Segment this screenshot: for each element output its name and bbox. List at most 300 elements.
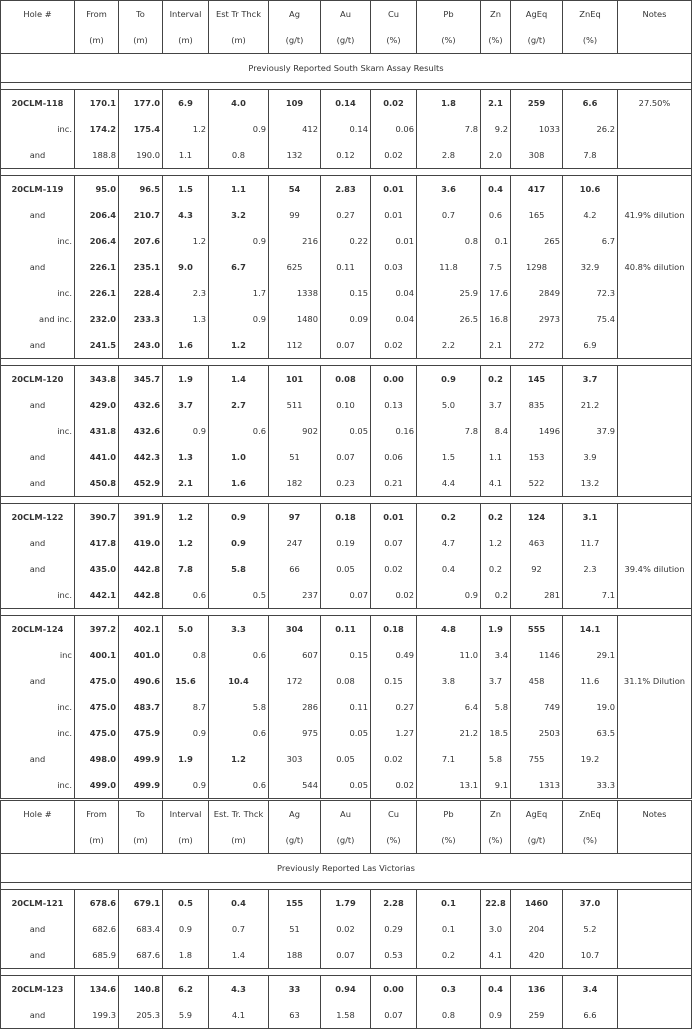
- column-header: Zn: [481, 1, 511, 28]
- cell-zneq: 11.7: [563, 530, 618, 556]
- cell-to: 402.1: [119, 616, 163, 643]
- cell-au: 0.07: [321, 444, 371, 470]
- cell-to: 683.4: [119, 916, 163, 942]
- cell-pb: 7.8: [417, 116, 481, 142]
- column-header: Ag: [269, 801, 321, 828]
- cell-zn: 3.4: [481, 642, 511, 668]
- cell-zn: 1.2: [481, 530, 511, 556]
- cell-zn: 4.1: [481, 942, 511, 969]
- table-row: [1, 116, 692, 142]
- cell-pb: 0.8: [417, 228, 481, 254]
- cell-est-thickness: 1.2: [209, 746, 269, 772]
- cell-au: 0.08: [321, 366, 371, 393]
- hole-id: 20CLM-121: [1, 890, 75, 917]
- cell-from: 499.0: [75, 772, 119, 799]
- table-row: [1, 306, 692, 332]
- table-row: [1, 890, 692, 917]
- cell-est-thickness: 0.6: [209, 418, 269, 444]
- cell-cu: 0.02: [371, 582, 417, 609]
- cell-pb: 3.6: [417, 176, 481, 203]
- notes-cell: [618, 1002, 692, 1029]
- cell-pb: 1.5: [417, 444, 481, 470]
- cell-pb: 11.8: [417, 254, 481, 280]
- cell-interval: 9.0: [163, 254, 209, 280]
- table-row: [1, 720, 692, 746]
- column-unit: (m): [209, 27, 269, 54]
- cell-est-thickness: 0.4: [209, 890, 269, 917]
- cell-zneq: 26.2: [563, 116, 618, 142]
- cell-ageq: 1313: [511, 772, 563, 799]
- cell-est-thickness: 0.9: [209, 306, 269, 332]
- interval-label: inc.: [1, 228, 75, 254]
- interval-label: inc.: [1, 772, 75, 799]
- cell-to: 401.0: [119, 642, 163, 668]
- cell-zneq: 3.7: [563, 366, 618, 393]
- table-row: [1, 616, 692, 643]
- cell-ageq: 555: [511, 616, 563, 643]
- cell-from: 400.1: [75, 642, 119, 668]
- cell-ageq: 308: [511, 142, 563, 169]
- cell-zn: 0.6: [481, 202, 511, 228]
- cell-interval: 6.2: [163, 976, 209, 1003]
- cell-zn: 0.2: [481, 556, 511, 582]
- cell-est-thickness: 4.3: [209, 976, 269, 1003]
- cell-to: 499.9: [119, 772, 163, 799]
- column-unit: (%): [563, 827, 618, 854]
- cell-zneq: 37.0: [563, 890, 618, 917]
- column-unit: (m): [209, 827, 269, 854]
- interval-label: and: [1, 1002, 75, 1029]
- notes-cell: [618, 582, 692, 609]
- cell-interval: 1.3: [163, 444, 209, 470]
- cell-from: 685.9: [75, 942, 119, 969]
- cell-zn: 18.5: [481, 720, 511, 746]
- interval-label: inc.: [1, 694, 75, 720]
- cell-to: 483.7: [119, 694, 163, 720]
- notes-cell: 31.1% Dilution: [618, 668, 692, 694]
- column-unit: (m): [119, 27, 163, 54]
- cell-ageq: 145: [511, 366, 563, 393]
- cell-pb: 0.2: [417, 942, 481, 969]
- cell-cu: 0.29: [371, 916, 417, 942]
- cell-interval: 0.9: [163, 916, 209, 942]
- cell-est-thickness: 10.4: [209, 668, 269, 694]
- notes-cell: [618, 116, 692, 142]
- cell-from: 241.5: [75, 332, 119, 359]
- cell-zn: 7.5: [481, 254, 511, 280]
- cell-au: 1.58: [321, 1002, 371, 1029]
- group-spacer: [1, 609, 692, 616]
- table-row: [1, 642, 692, 668]
- cell-to: 442.8: [119, 582, 163, 609]
- cell-interval: 3.7: [163, 392, 209, 418]
- table-row: [1, 1002, 692, 1029]
- column-unit: (g/t): [511, 27, 563, 54]
- cell-au: 0.14: [321, 116, 371, 142]
- cell-to: 442.8: [119, 556, 163, 582]
- cell-ag: 51: [269, 916, 321, 942]
- notes-cell: 41.9% dilution: [618, 202, 692, 228]
- cell-au: 0.02: [321, 916, 371, 942]
- cell-zneq: 6.7: [563, 228, 618, 254]
- notes-cell: [618, 142, 692, 169]
- column-unit: (%): [563, 27, 618, 54]
- table-row: [1, 694, 692, 720]
- cell-to: 475.9: [119, 720, 163, 746]
- cell-zneq: 37.9: [563, 418, 618, 444]
- cell-ageq: 281: [511, 582, 563, 609]
- cell-from: 442.1: [75, 582, 119, 609]
- notes-cell: [618, 976, 692, 1003]
- cell-au: 0.27: [321, 202, 371, 228]
- column-header: To: [119, 801, 163, 828]
- interval-label: inc.: [1, 582, 75, 609]
- cell-zn: 2.1: [481, 332, 511, 359]
- column-header: Interval: [163, 801, 209, 828]
- column-unit: (%): [481, 27, 511, 54]
- column-unit: [618, 827, 692, 854]
- cell-zneq: 6.6: [563, 90, 618, 117]
- cell-cu: 0.04: [371, 280, 417, 306]
- table-row: [1, 746, 692, 772]
- cell-ageq: 165: [511, 202, 563, 228]
- cell-from: 226.1: [75, 254, 119, 280]
- cell-au: 0.09: [321, 306, 371, 332]
- cell-zneq: 7.1: [563, 582, 618, 609]
- section-title: Previously Reported Las Victorias: [1, 854, 692, 883]
- cell-cu: 0.02: [371, 772, 417, 799]
- notes-cell: [618, 392, 692, 418]
- cell-cu: 0.04: [371, 306, 417, 332]
- cell-interval: 1.2: [163, 116, 209, 142]
- cell-from: 343.8: [75, 366, 119, 393]
- cell-est-thickness: 0.6: [209, 772, 269, 799]
- notes-cell: [618, 916, 692, 942]
- cell-cu: 0.00: [371, 366, 417, 393]
- cell-zn: 3.0: [481, 916, 511, 942]
- column-unit: (m): [119, 827, 163, 854]
- cell-est-thickness: 6.7: [209, 254, 269, 280]
- cell-au: 0.10: [321, 392, 371, 418]
- column-header: Cu: [371, 801, 417, 828]
- interval-label: and: [1, 142, 75, 169]
- cell-ag: 33: [269, 976, 321, 1003]
- interval-label: and: [1, 556, 75, 582]
- cell-pb: 4.8: [417, 616, 481, 643]
- cell-pb: 21.2: [417, 720, 481, 746]
- cell-interval: 2.3: [163, 280, 209, 306]
- cell-au: 0.07: [321, 332, 371, 359]
- cell-ag: 237: [269, 582, 321, 609]
- cell-ageq: 204: [511, 916, 563, 942]
- table-row: [1, 772, 692, 799]
- cell-cu: 0.02: [371, 90, 417, 117]
- notes-cell: [618, 306, 692, 332]
- cell-ag: 66: [269, 556, 321, 582]
- cell-est-thickness: 0.5: [209, 582, 269, 609]
- cell-to: 687.6: [119, 942, 163, 969]
- cell-from: 232.0: [75, 306, 119, 332]
- cell-ag: 101: [269, 366, 321, 393]
- cell-from: 206.4: [75, 202, 119, 228]
- cell-ageq: 749: [511, 694, 563, 720]
- interval-label: and: [1, 470, 75, 497]
- cell-cu: 0.27: [371, 694, 417, 720]
- cell-from: 429.0: [75, 392, 119, 418]
- column-header: Zn: [481, 801, 511, 828]
- cell-interval: 0.9: [163, 772, 209, 799]
- column-header: To: [119, 1, 163, 28]
- cell-zn: 4.1: [481, 470, 511, 497]
- cell-pb: 0.8: [417, 1002, 481, 1029]
- cell-au: 0.15: [321, 280, 371, 306]
- notes-cell: [618, 694, 692, 720]
- column-header: From: [75, 1, 119, 28]
- cell-cu: 0.01: [371, 202, 417, 228]
- cell-cu: 0.00: [371, 976, 417, 1003]
- cell-from: 134.6: [75, 976, 119, 1003]
- column-unit: [1, 827, 75, 854]
- cell-to: 190.0: [119, 142, 163, 169]
- cell-zn: 0.2: [481, 504, 511, 531]
- cell-zn: 0.2: [481, 582, 511, 609]
- cell-from: 390.7: [75, 504, 119, 531]
- cell-zn: 0.4: [481, 976, 511, 1003]
- cell-interval: 1.5: [163, 176, 209, 203]
- table-row: [1, 470, 692, 497]
- cell-to: 452.9: [119, 470, 163, 497]
- cell-zn: 1.1: [481, 444, 511, 470]
- notes-cell: [618, 176, 692, 203]
- cell-interval: 15.6: [163, 668, 209, 694]
- cell-au: 2.83: [321, 176, 371, 203]
- cell-zneq: 11.6: [563, 668, 618, 694]
- cell-from: 498.0: [75, 746, 119, 772]
- cell-interval: 5.0: [163, 616, 209, 643]
- cell-est-thickness: 0.9: [209, 116, 269, 142]
- cell-zneq: 6.6: [563, 1002, 618, 1029]
- cell-ageq: 2503: [511, 720, 563, 746]
- cell-ag: 54: [269, 176, 321, 203]
- column-header: AgEq: [511, 1, 563, 28]
- cell-pb: 25.9: [417, 280, 481, 306]
- table-row: [1, 280, 692, 306]
- cell-au: 0.23: [321, 470, 371, 497]
- notes-cell: [618, 616, 692, 643]
- table-row: [1, 228, 692, 254]
- cell-ag: 112: [269, 332, 321, 359]
- cell-ageq: 420: [511, 942, 563, 969]
- cell-ag: 172: [269, 668, 321, 694]
- cell-au: 0.11: [321, 254, 371, 280]
- cell-est-thickness: 1.2: [209, 332, 269, 359]
- cell-from: 475.0: [75, 694, 119, 720]
- cell-zneq: 19.2: [563, 746, 618, 772]
- column-header: Cu: [371, 1, 417, 28]
- cell-interval: 1.2: [163, 530, 209, 556]
- table-row: [1, 444, 692, 470]
- cell-zn: 8.4: [481, 418, 511, 444]
- cell-zneq: 10.6: [563, 176, 618, 203]
- cell-pb: 0.7: [417, 202, 481, 228]
- column-unit: (g/t): [269, 27, 321, 54]
- cell-zneq: 32.9: [563, 254, 618, 280]
- cell-to: 432.6: [119, 392, 163, 418]
- column-unit: (g/t): [269, 827, 321, 854]
- column-header: Ag: [269, 1, 321, 28]
- table-row: [1, 366, 692, 393]
- cell-from: 199.3: [75, 1002, 119, 1029]
- cell-ag: 511: [269, 392, 321, 418]
- cell-au: 0.11: [321, 616, 371, 643]
- cell-interval: 0.8: [163, 642, 209, 668]
- column-unit: [618, 27, 692, 54]
- cell-ag: 902: [269, 418, 321, 444]
- cell-pb: 0.9: [417, 582, 481, 609]
- table-row: [1, 668, 692, 694]
- cell-zneq: 63.5: [563, 720, 618, 746]
- column-header: Est Tr Thck: [209, 1, 269, 28]
- notes-cell: [618, 280, 692, 306]
- cell-zneq: 6.9: [563, 332, 618, 359]
- cell-interval: 1.2: [163, 504, 209, 531]
- cell-to: 235.1: [119, 254, 163, 280]
- cell-ageq: 2973: [511, 306, 563, 332]
- cell-zn: 0.1: [481, 228, 511, 254]
- cell-to: 243.0: [119, 332, 163, 359]
- cell-au: 0.08: [321, 668, 371, 694]
- cell-zneq: 5.2: [563, 916, 618, 942]
- cell-cu: 0.02: [371, 142, 417, 169]
- column-header: AgEq: [511, 801, 563, 828]
- cell-est-thickness: 4.0: [209, 90, 269, 117]
- cell-zn: 16.8: [481, 306, 511, 332]
- hole-id: 20CLM-118: [1, 90, 75, 117]
- interval-label: and: [1, 668, 75, 694]
- cell-pb: 26.5: [417, 306, 481, 332]
- cell-ageq: 1033: [511, 116, 563, 142]
- cell-est-thickness: 0.8: [209, 142, 269, 169]
- cell-interval: 0.9: [163, 720, 209, 746]
- cell-au: 0.05: [321, 746, 371, 772]
- cell-au: 0.12: [321, 142, 371, 169]
- notes-cell: 27.50%: [618, 90, 692, 117]
- cell-cu: 0.21: [371, 470, 417, 497]
- cell-ag: 247: [269, 530, 321, 556]
- notes-cell: [618, 504, 692, 531]
- cell-to: 207.6: [119, 228, 163, 254]
- table-row: [1, 90, 692, 117]
- cell-est-thickness: 0.7: [209, 916, 269, 942]
- cell-est-thickness: 3.3: [209, 616, 269, 643]
- column-unit: (g/t): [321, 827, 371, 854]
- cell-to: 175.4: [119, 116, 163, 142]
- cell-pb: 11.0: [417, 642, 481, 668]
- cell-ag: 99: [269, 202, 321, 228]
- cell-to: 391.9: [119, 504, 163, 531]
- cell-pb: 4.4: [417, 470, 481, 497]
- cell-cu: 0.18: [371, 616, 417, 643]
- column-header: Notes: [618, 801, 692, 828]
- cell-ageq: 835: [511, 392, 563, 418]
- cell-zneq: 3.4: [563, 976, 618, 1003]
- cell-cu: 0.49: [371, 642, 417, 668]
- table-row: [1, 582, 692, 609]
- interval-label: inc: [1, 642, 75, 668]
- cell-zn: 2.1: [481, 90, 511, 117]
- cell-cu: 0.53: [371, 942, 417, 969]
- interval-label: and: [1, 444, 75, 470]
- cell-interval: 7.8: [163, 556, 209, 582]
- cell-interval: 1.6: [163, 332, 209, 359]
- cell-to: 490.6: [119, 668, 163, 694]
- cell-au: 1.79: [321, 890, 371, 917]
- cell-ageq: 522: [511, 470, 563, 497]
- table-row: [1, 942, 692, 969]
- cell-zneq: 75.4: [563, 306, 618, 332]
- cell-from: 450.8: [75, 470, 119, 497]
- column-header: Notes: [618, 1, 692, 28]
- column-header: ZnEq: [563, 1, 618, 28]
- cell-from: 397.2: [75, 616, 119, 643]
- hole-id: 20CLM-123: [1, 976, 75, 1003]
- table-row: [1, 332, 692, 359]
- table-row: [1, 392, 692, 418]
- table-row: [1, 202, 692, 228]
- cell-to: 345.7: [119, 366, 163, 393]
- cell-zneq: 29.1: [563, 642, 618, 668]
- notes-cell: [618, 642, 692, 668]
- cell-zneq: 3.1: [563, 504, 618, 531]
- cell-au: 0.94: [321, 976, 371, 1003]
- cell-au: 0.22: [321, 228, 371, 254]
- notes-cell: [618, 366, 692, 393]
- cell-ageq: 1460: [511, 890, 563, 917]
- cell-ageq: 136: [511, 976, 563, 1003]
- column-unit: (m): [163, 827, 209, 854]
- interval-label: and: [1, 392, 75, 418]
- cell-est-thickness: 5.8: [209, 556, 269, 582]
- cell-to: 177.0: [119, 90, 163, 117]
- cell-cu: 0.01: [371, 504, 417, 531]
- column-header: From: [75, 801, 119, 828]
- cell-au: 0.07: [321, 942, 371, 969]
- cell-ageq: 265: [511, 228, 563, 254]
- cell-interval: 1.8: [163, 942, 209, 969]
- column-header: Au: [321, 801, 371, 828]
- cell-cu: 0.01: [371, 228, 417, 254]
- cell-est-thickness: 0.9: [209, 530, 269, 556]
- cell-from: 441.0: [75, 444, 119, 470]
- cell-to: 432.6: [119, 418, 163, 444]
- notes-cell: [618, 444, 692, 470]
- cell-from: 188.8: [75, 142, 119, 169]
- cell-zn: 3.7: [481, 668, 511, 694]
- hole-id: 20CLM-120: [1, 366, 75, 393]
- cell-pb: 0.3: [417, 976, 481, 1003]
- cell-ag: 1338: [269, 280, 321, 306]
- cell-zn: 22.8: [481, 890, 511, 917]
- group-spacer: [1, 497, 692, 504]
- cell-au: 0.15: [321, 642, 371, 668]
- cell-from: 174.2: [75, 116, 119, 142]
- las-victorias-assay-table: [0, 800, 692, 1029]
- cell-ag: 975: [269, 720, 321, 746]
- notes-cell: 40.8% dilution: [618, 254, 692, 280]
- column-header: Pb: [417, 801, 481, 828]
- cell-interval: 0.5: [163, 890, 209, 917]
- cell-au: 0.05: [321, 720, 371, 746]
